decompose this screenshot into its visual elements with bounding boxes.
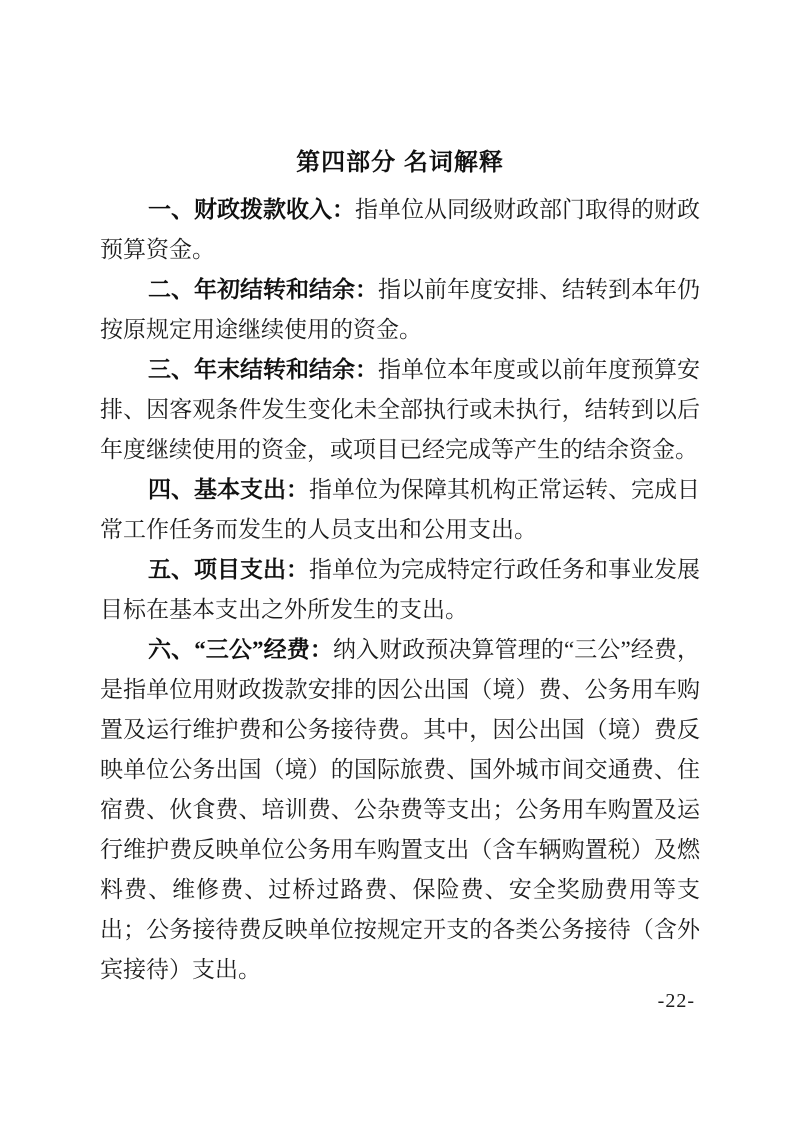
term-definition: 纳入财政预决算管理的“三公”经费，是指单位用财政拨款安排的因公出国（境）费、公务用车购置及运行维护费和公务接待费。其中，因公出国（境）费反映单位公务出国（境）的国际旅费、国外城市间交通费、住宿费、伙食费、培训费、公杂费等支出；公务用车购置及运行维护费反映单位公务用车购置支出（含车辆购置税）及燃料费、维修费、过桥过路费、保险费、安全奖励费用等支出；公务接待费反映单位按规定开支的各类公务接待（含外宾接待）支出。 [100, 637, 701, 982]
term-label: 五、项目支出： [148, 557, 309, 582]
term-definition: 指单位从同级财政部门取得的财政预算资金。 [100, 197, 700, 262]
glossary-item-5 [100, 550, 700, 630]
term-definition: 指以前年度安排、结转到本年仍按原规定用途继续使用的资金。 [100, 277, 700, 342]
page-title: 第四部分 名词解释 [296, 149, 504, 176]
term-label: 六、“三公”经费： [148, 637, 333, 662]
term-definition: 指单位本年度或以前年度预算安排、因客观条件发生变化未全部执行或未执行，结转到以后年度继续使用的资金，或项目已经完成等产生的结余资金。 [100, 357, 700, 462]
document-page [100, 0, 700, 1122]
term-label: 一、财政拨款收入： [148, 197, 355, 222]
term-definition: 指单位为完成特定行政任务和事业发展目标在基本支出之外所发生的支出。 [100, 557, 700, 622]
glossary-item-4 [100, 470, 700, 550]
glossary-item-3 [100, 350, 700, 470]
term-label: 二、年初结转和结余： [148, 277, 378, 302]
glossary-item-1 [100, 190, 700, 270]
glossary-item-6 [100, 630, 700, 990]
term-definition: 指单位为保障其机构正常运转、完成日常工作任务而发生的人员支出和公用支出。 [100, 477, 700, 542]
term-label: 四、基本支出： [148, 477, 309, 502]
term-label: 三、年末结转和结余： [148, 357, 378, 382]
page-number: -22- [657, 990, 695, 1012]
glossary-item-2 [100, 270, 700, 350]
